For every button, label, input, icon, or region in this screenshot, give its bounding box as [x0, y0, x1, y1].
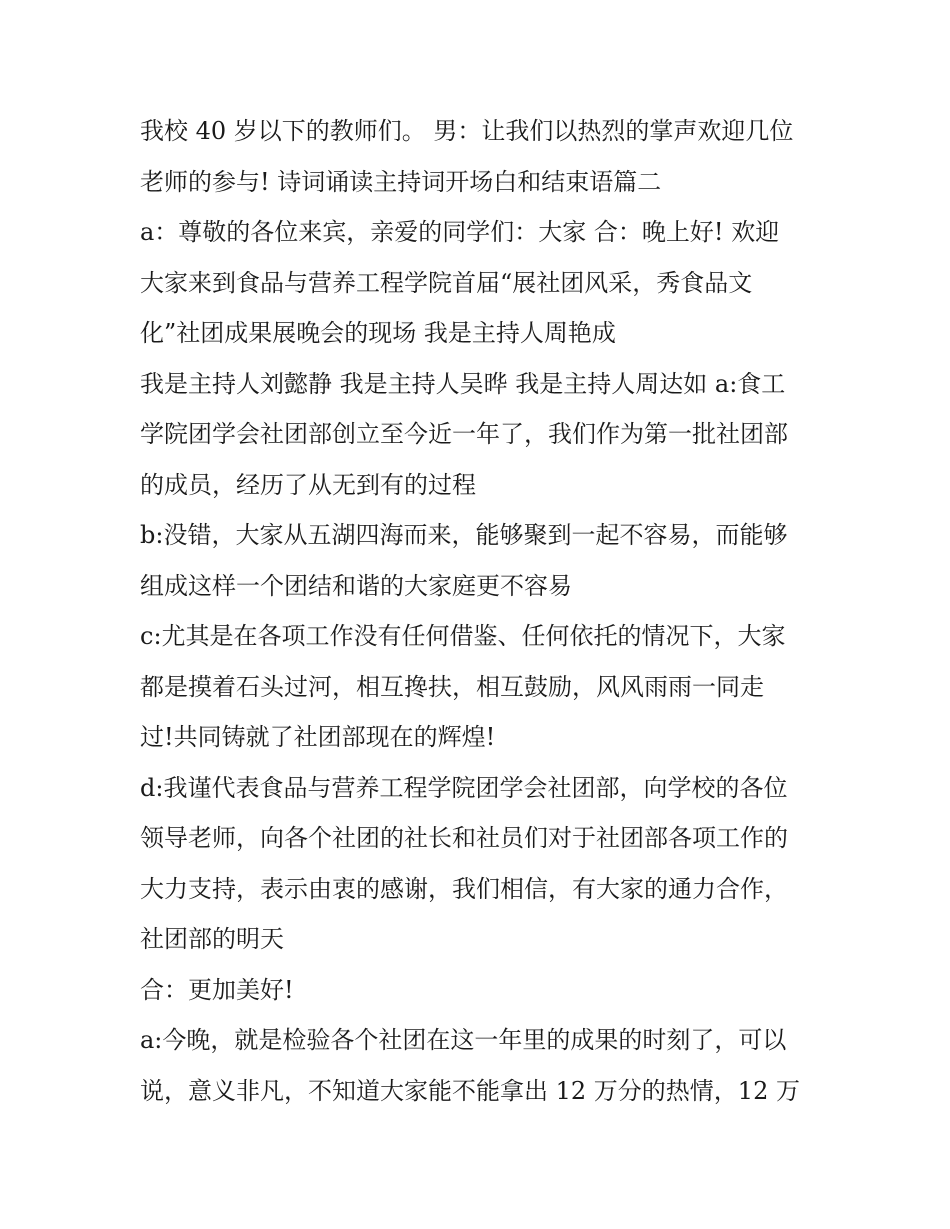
- text-line: 过!共同铸就了社团部现在的辉煌!: [140, 723, 496, 751]
- text-line: 说，意义非凡，不知道大家能不能拿出 12 万分的热情，12 万: [140, 1076, 800, 1105]
- text-line: 合：更加美好!: [140, 975, 294, 1004]
- text-line: a:今晚，就是检验各个社团在这一年里的成果的时刻了，可以: [140, 1026, 787, 1054]
- text-line: 大家来到食品与营养工程学院首届“展社团风采，秀食品文: [140, 268, 753, 297]
- text-line: 的成员，经历了从无到有的过程: [140, 470, 476, 499]
- text-line: a：尊敬的各位来宾，亲爱的同学们：大家 合：晚上好! 欢迎: [140, 218, 780, 246]
- text-line: 社团部的明天: [140, 925, 284, 953]
- text-line: 我校 40 岁以下的教师们。 男：让我们以热烈的掌声欢迎几位: [140, 117, 794, 145]
- text-line: 我是主持人刘懿静 我是主持人吴晔 我是主持人周达如 a:食工: [140, 369, 786, 398]
- text-line: 大力支持，表示由衷的感谢，我们相信，有大家的通力合作，: [140, 874, 788, 903]
- text-line: 学院团学会社团部创立至今近一年了，我们作为第一批社团部: [140, 420, 788, 448]
- text-line: 老师的参与! 诗词诵读主持词开场白和结束语篇二: [140, 167, 662, 196]
- text-line: b:没错，大家从五湖四海而来，能够聚到一起不容易，而能够: [140, 521, 788, 549]
- text-line: 组成这样一个团结和谐的大家庭更不容易: [140, 571, 572, 600]
- text-line: 领导老师，向各个社团的社长和社员们对于社团部各项工作的: [140, 824, 788, 852]
- text-line: d:我谨代表食品与营养工程学院团学会社团部，向学校的各位: [140, 773, 788, 802]
- text-line: c:尤其是在各项工作没有任何借鉴、任何依托的情况下，大家: [140, 622, 786, 650]
- document-body: [140, 106, 820, 1116]
- text-line: 都是摸着石头过河，相互搀扶，相互鼓励，风风雨雨一同走: [140, 672, 764, 701]
- text-line: 化”社团成果展晚会的现场 我是主持人周艳成: [140, 319, 616, 347]
